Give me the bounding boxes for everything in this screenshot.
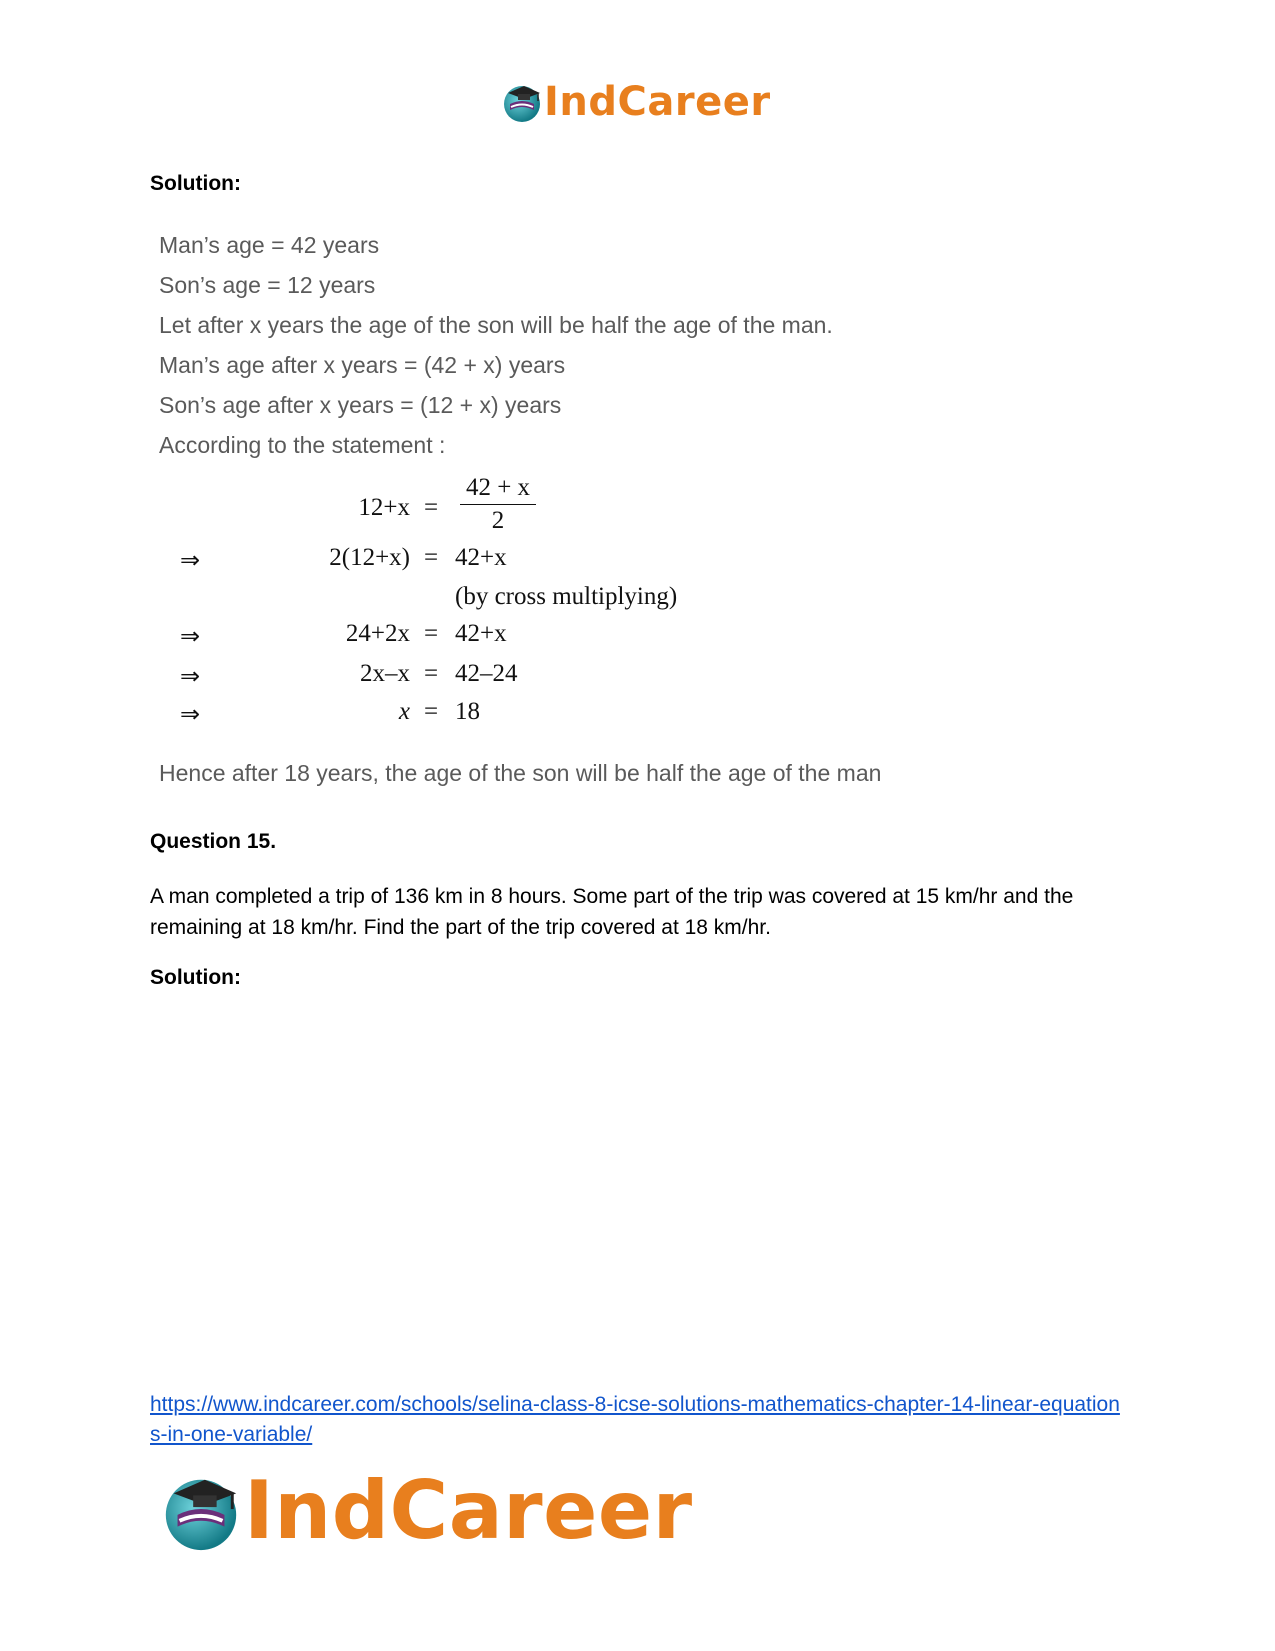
implies-icon: ⇒ — [180, 700, 201, 728]
equals-sign: = — [424, 544, 439, 571]
fraction-denominator: 2 — [491, 507, 505, 534]
footer-logo — [158, 1464, 693, 1557]
equation-lhs: 24+2x — [345, 620, 410, 647]
equation-lhs: 2x–x — [360, 660, 410, 687]
implies-icon: ⇒ — [180, 546, 201, 574]
solution-line: Son’s age = 12 years — [159, 272, 376, 298]
equation-lhs: 12+x — [358, 494, 410, 521]
solution-line: Man’s age = 42 years — [159, 232, 380, 258]
equation-rhs: 18 — [455, 698, 480, 725]
solution-conclusion: Hence after 18 years, the age of the son will be half the age of the man — [159, 760, 882, 786]
equals-sign: = — [424, 494, 439, 521]
equation-note: (by cross multiplying) — [455, 583, 678, 610]
equation-rhs: 42–24 — [455, 660, 518, 687]
equation-rhs: 42+x — [455, 544, 507, 571]
implies-icon: ⇒ — [180, 662, 201, 690]
solution-heading: Solution: — [150, 966, 241, 989]
equation-lhs: 2(12+x) — [329, 544, 410, 571]
question-heading: Question 15. — [150, 830, 277, 853]
equation-lhs: x — [398, 698, 410, 725]
solution-heading: Solution: — [150, 172, 241, 195]
graduation-cap-globe-icon — [158, 1468, 244, 1554]
logo-wordmark: IndCareer — [244, 1464, 693, 1557]
header-logo — [500, 80, 771, 124]
fraction — [460, 474, 536, 535]
equation-rhs: 42+x — [455, 620, 507, 647]
graduation-cap-globe-icon — [500, 80, 544, 124]
equals-sign: = — [424, 660, 439, 687]
equals-sign: = — [424, 698, 439, 725]
equals-sign: = — [424, 620, 439, 647]
logo-wordmark: IndCareer — [544, 79, 771, 125]
solution-line: Son’s age after x years = (12 + x) years — [159, 392, 562, 418]
solution-line: Let after x years the age of the son will be half the age of the man. — [159, 312, 833, 338]
solution-line: According to the statement : — [159, 432, 446, 458]
source-link[interactable]: https://www.indcareer.com/schools/selina-class-8-icse-solutions-mathematics-chapter-14-linear-equations-in-one-variable/ — [150, 1393, 1120, 1446]
solution-line: Man’s age after x years = (42 + x) years — [159, 352, 566, 378]
question-text: A man completed a trip of 136 km in 8 hours. Some part of the trip was covered at 15 km/hr and the remaining at 18 km/hr. Find the part of the trip covered at 18 km/hr. — [150, 885, 1074, 939]
implies-icon: ⇒ — [180, 622, 201, 650]
fraction-numerator: 42 + x — [460, 474, 536, 505]
